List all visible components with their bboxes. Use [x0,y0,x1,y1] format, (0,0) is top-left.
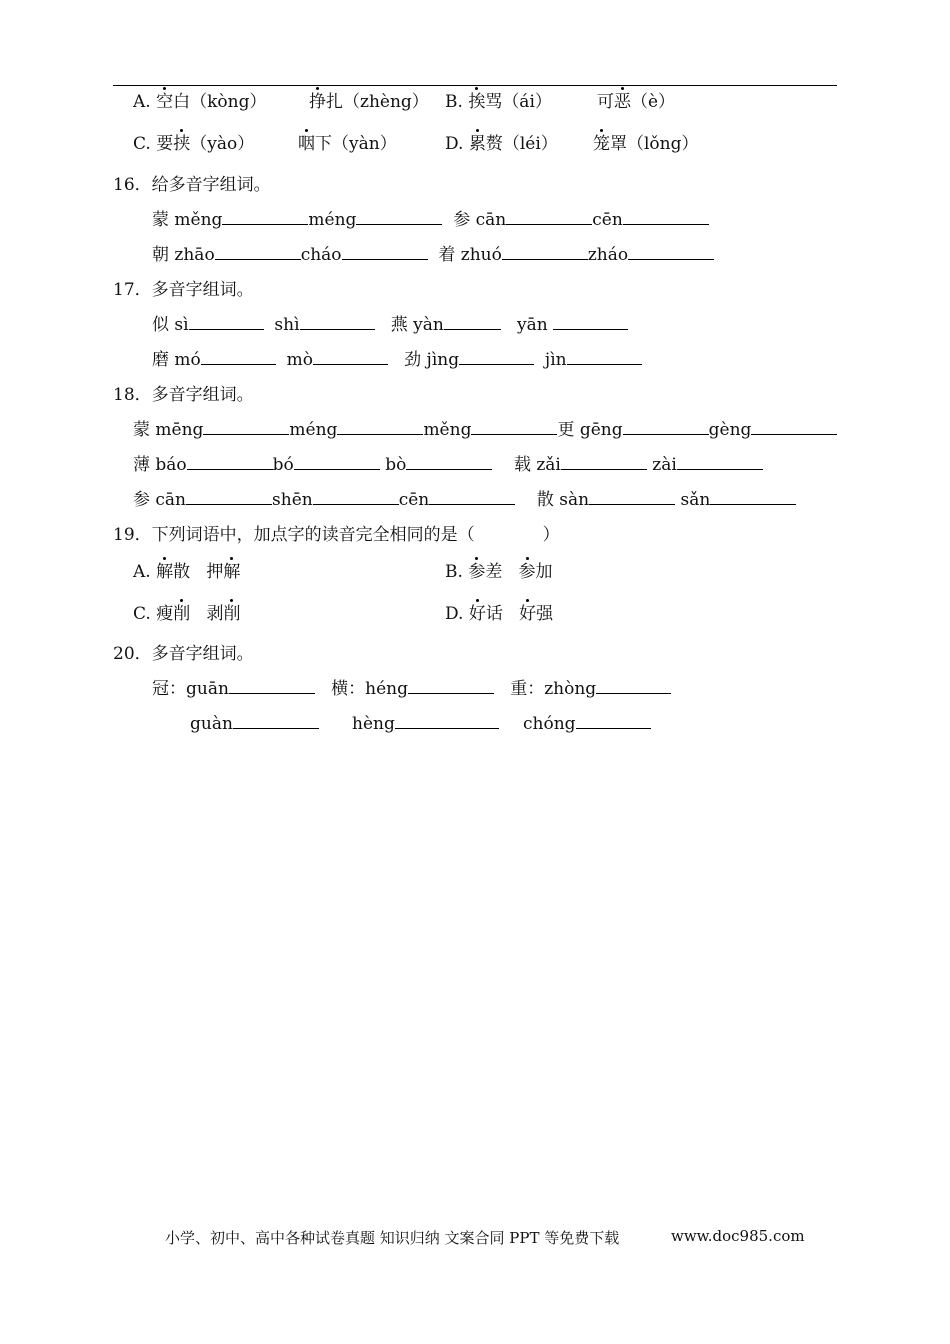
answer-blank[interactable] [229,678,315,694]
prompt: 劲 jìng [404,350,460,370]
emphasis-char: 挨 [468,92,486,112]
answer-blank[interactable] [751,419,837,435]
emphasis-char: 咽 [298,134,315,154]
char: 扎 [326,92,343,112]
q15-row-ab [133,91,266,113]
char: 话 [485,604,503,624]
pinyin: （zhèng） [343,92,429,112]
emphasis-char: 笼 [593,134,610,154]
q15-optC-word2 [298,133,397,155]
answer-blank[interactable] [576,713,651,729]
emphasis-char: 恶 [614,92,631,112]
q20-row2-a [190,713,319,735]
header-rule [113,85,837,86]
prompt: shēn [272,490,313,510]
char: 剥 [206,604,224,624]
q15-optD [445,133,558,155]
pinyin: （lǒng） [627,134,699,154]
answer-blank[interactable] [189,314,264,330]
q18-title: 18．多音字组词。 [113,385,254,405]
prompt: méng [308,210,357,230]
prompt: cēn [398,490,430,510]
prompt: cháo [300,245,342,265]
footer-url[interactable]: www.doc985.com [671,1227,805,1245]
char: 赘 [485,134,503,154]
q15-optB-letter: B. [445,92,463,112]
prompt: hèng [352,714,395,734]
answer-blank[interactable] [589,489,675,505]
q17-title: 17．多音字组词。 [113,280,254,300]
answer-blank[interactable] [459,349,534,365]
answer-blank[interactable] [710,489,796,505]
q20-row1 [152,678,671,700]
q15-optB [445,91,552,113]
q15-optC-letter: C. [133,134,151,154]
char: 骂 [485,92,503,112]
prompt: 更 gēng [557,420,623,440]
pinyin: （léi） [502,134,558,154]
emphasis-char: 参 [518,562,536,582]
q19-optB[interactable] [445,561,553,583]
prompt: yān [517,315,554,335]
answer-blank[interactable] [429,489,515,505]
option-letter: D. [445,604,464,624]
prompt: 薄 báo [133,455,187,475]
q19-optC[interactable] [133,603,240,625]
q19-title: 19．下列词语中，加点字的读音完全相同的是（ ） [113,525,560,545]
answer-blank[interactable] [677,454,763,470]
q15-optB-word2 [597,91,675,113]
prompt: guàn [190,714,233,734]
emphasis-char: 解 [156,562,174,582]
prompt: 载 zǎi [513,455,561,475]
q15-optC [133,133,254,155]
answer-blank[interactable] [567,349,642,365]
emphasis-char: 挣 [309,92,326,112]
prompt: 朝 zhāo [152,245,215,265]
q17-row1 [152,314,628,336]
answer-blank[interactable] [623,209,709,225]
char: 罩 [610,134,627,154]
prompt: bò [385,455,407,475]
pinyin: （kòng） [190,92,267,112]
answer-blank[interactable] [356,209,442,225]
answer-blank[interactable] [300,314,375,330]
prompt: 燕 yàn [390,315,444,335]
answer-blank[interactable] [313,349,388,365]
pinyin: （ái） [502,92,552,112]
prompt: 似 sì [152,315,189,335]
prompt: shì [274,315,300,335]
prompt: 横：héng [331,679,408,699]
answer-blank[interactable] [561,454,647,470]
q20-title: 20．多音字组词。 [113,644,254,664]
answer-blank[interactable] [187,454,273,470]
answer-blank[interactable] [553,314,628,330]
option-letter: A. [133,562,151,582]
answer-blank[interactable] [337,419,423,435]
answer-blank[interactable] [471,419,557,435]
emphasis-char: 解 [223,562,241,582]
answer-blank[interactable] [502,244,588,260]
char: 下 [315,134,332,154]
prompt: 参 cān [453,210,507,230]
emphasis-char: 挟 [173,134,191,154]
q16-title: 16．给多音字组词。 [113,175,271,195]
q15-optA-letter: A. [133,92,151,112]
answer-blank[interactable] [506,209,592,225]
char: 加 [535,562,553,582]
q15-optA-word2 [309,91,429,113]
answer-blank[interactable] [215,244,301,260]
answer-blank[interactable] [186,489,272,505]
answer-blank[interactable] [313,489,399,505]
prompt: sǎn [680,490,711,510]
answer-blank[interactable] [342,244,428,260]
answer-blank[interactable] [444,314,501,330]
q19-optD[interactable] [445,603,553,625]
char: 白 [173,92,191,112]
answer-blank[interactable] [406,454,492,470]
answer-blank[interactable] [596,678,671,694]
emphasis-char: 削 [223,604,241,624]
prompt: cēn [592,210,623,230]
q20-row2-c [523,713,651,735]
char: 要 [156,134,174,154]
prompt: chóng [523,714,576,734]
q15-optD-word2 [593,133,699,155]
pinyin: （yào） [190,134,255,154]
emphasis-char: 削 [173,604,191,624]
answer-blank[interactable] [294,454,380,470]
prompt: zài [652,455,677,475]
prompt: 参 cān [133,490,187,510]
answer-blank[interactable] [628,244,714,260]
emphasis-char: 好 [468,604,486,624]
pinyin: （è） [631,92,676,112]
prompt: 着 zhuó [438,245,502,265]
answer-blank[interactable] [408,678,494,694]
prompt: měng [423,420,472,440]
answer-blank[interactable] [222,209,308,225]
char: 差 [485,562,503,582]
q19-optA[interactable] [133,561,240,583]
char: 可 [597,92,614,112]
pinyin: （yàn） [332,134,397,154]
q16-row1 [152,209,709,231]
prompt: mò [286,350,313,370]
answer-blank[interactable] [623,419,709,435]
char: 押 [206,562,224,582]
answer-blank[interactable] [201,349,276,365]
prompt: 蒙 měng [152,210,223,230]
prompt: méng [289,420,338,440]
q18-row3 [133,489,796,511]
char: 散 [173,562,191,582]
q17-row2 [152,349,642,371]
prompt: jìn [544,350,567,370]
q18-row1 [133,419,837,441]
q18-row2 [133,454,763,476]
char: 瘦 [156,604,174,624]
prompt: 重：zhòng [510,679,597,699]
prompt: 蒙 mēng [133,420,204,440]
emphasis-char: 好 [519,604,537,624]
emphasis-char: 参 [468,562,486,582]
prompt: 散 sàn [536,490,590,510]
footer-text: 小学、初中、高中各种试卷真题 知识归纳 文案合同 PPT 等免费下载 [165,1229,620,1247]
emphasis-char: 空 [156,92,174,112]
option-letter: C. [133,604,151,624]
prompt: zháo [587,245,629,265]
q15-optA-word1 [156,92,266,112]
prompt: 冠：guān [152,679,229,699]
q16-row2 [152,244,714,266]
prompt: gèng [708,420,752,440]
emphasis-char: 累 [468,134,486,154]
char: 强 [536,604,554,624]
prompt: 磨 mó [152,350,201,370]
answer-blank[interactable] [233,713,319,729]
prompt: bó [272,455,294,475]
answer-blank[interactable] [203,419,289,435]
option-letter: B. [445,562,463,582]
q20-row2-b [352,713,499,735]
answer-blank[interactable] [395,713,499,729]
q15-optD-letter: D. [445,134,464,154]
